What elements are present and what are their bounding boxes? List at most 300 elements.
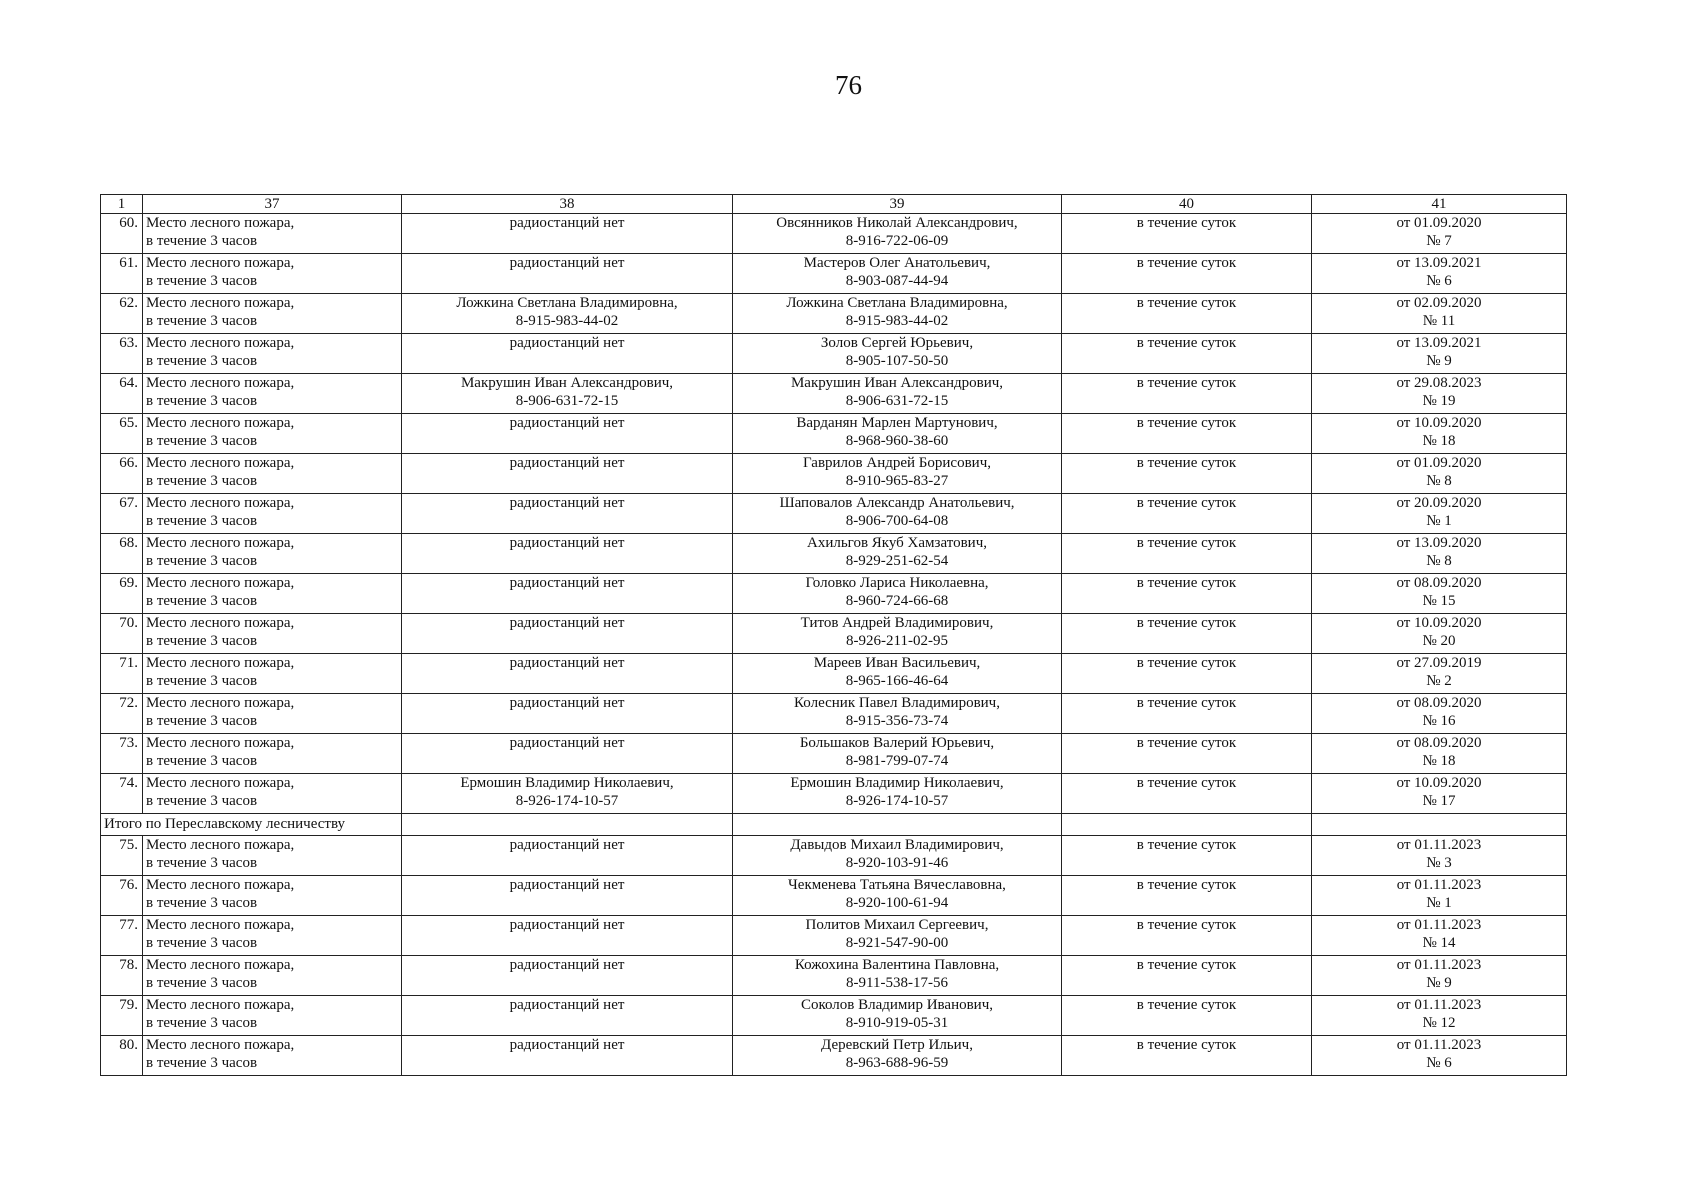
- cell-line-2: 8-903-087-44-94: [845, 273, 949, 289]
- radio-station-cell: [402, 614, 733, 654]
- radio-station-cell: [402, 494, 733, 534]
- fire-location-cell: [143, 916, 402, 956]
- report-deadline-cell: [1062, 836, 1312, 876]
- cell-line-1: в течение суток: [1136, 375, 1237, 391]
- cell-line-1: от 20.09.2020: [1396, 495, 1482, 511]
- table-row: [101, 734, 1567, 774]
- cell-line-2: в течение 3 часов: [146, 753, 258, 769]
- table-row: [101, 694, 1567, 734]
- radio-station-cell: [402, 214, 733, 254]
- cell-line-2: в течение 3 часов: [146, 855, 258, 871]
- cell-line-1: от 01.11.2023: [1396, 1037, 1482, 1053]
- cell-line-1: в течение суток: [1136, 615, 1237, 631]
- responsible-person-cell: [733, 574, 1062, 614]
- report-deadline-cell: [1062, 916, 1312, 956]
- cell-line-1: Место лесного пожара,: [146, 215, 295, 231]
- page-number: 76: [835, 70, 862, 100]
- cell-line-1: радиостанций нет: [509, 1037, 625, 1053]
- table-row: [101, 294, 1567, 334]
- cell-line-1: Золов Сергей Юрьевич,: [820, 335, 974, 351]
- cell-line-1: Место лесного пожара,: [146, 335, 295, 351]
- table-row: [101, 916, 1567, 956]
- cell-line-1: Ложкина Светлана Владимировна,: [786, 295, 1008, 311]
- cell-line-1: от 29.08.2023: [1396, 375, 1482, 391]
- agreement-date-cell: [1312, 774, 1567, 814]
- fire-location-cell: [143, 534, 402, 574]
- cell-line-1: радиостанций нет: [509, 997, 625, 1013]
- cell-line-2: 8-910-919-05-31: [845, 1015, 949, 1031]
- fire-location-cell: [143, 956, 402, 996]
- responsible-person-cell: [733, 774, 1062, 814]
- agreement-date-cell: [1312, 374, 1567, 414]
- agreement-date-cell: [1312, 734, 1567, 774]
- subtotal-label: Итого по Переславскому лесничеству: [101, 814, 402, 836]
- agreement-date-cell: [1312, 214, 1567, 254]
- column-header: 41: [1312, 195, 1567, 214]
- cell-line-1: Место лесного пожара,: [146, 575, 295, 591]
- agreement-date-cell: [1312, 414, 1567, 454]
- fire-location-cell: [143, 454, 402, 494]
- cell-line-2: № 12: [1422, 1015, 1456, 1031]
- cell-line-1: в течение суток: [1136, 495, 1237, 511]
- cell-line-1: Место лесного пожара,: [146, 615, 295, 631]
- radio-station-cell: [402, 734, 733, 774]
- row-number: 75.: [101, 836, 143, 876]
- cell-line-2: 8-906-631-72-15: [845, 393, 949, 409]
- column-header: 37: [143, 195, 402, 214]
- cell-line-1: Гаврилов Андрей Борисович,: [802, 455, 991, 471]
- cell-line-2: 8-968-960-38-60: [845, 433, 949, 449]
- cell-line-1: Овсянников Николай Александрович,: [776, 215, 1018, 231]
- table-row: [101, 996, 1567, 1036]
- cell-line-2: № 14: [1422, 935, 1456, 951]
- agreement-date-cell: [1312, 654, 1567, 694]
- table-row: [101, 254, 1567, 294]
- responsible-person-cell: [733, 694, 1062, 734]
- cell-line-1: Макрушин Иван Александрович,: [790, 375, 1004, 391]
- cell-line-1: радиостанций нет: [509, 335, 625, 351]
- table-row: [101, 494, 1567, 534]
- table-row: [101, 654, 1567, 694]
- report-deadline-cell: [1062, 1036, 1312, 1076]
- cell-line-1: Место лесного пожара,: [146, 695, 295, 711]
- cell-line-1: Кожохина Валентина Павловна,: [794, 957, 1000, 973]
- cell-line-2: № 7: [1426, 233, 1452, 249]
- responsible-person-cell: [733, 254, 1062, 294]
- report-deadline-cell: [1062, 654, 1312, 694]
- row-number: 61.: [101, 254, 143, 294]
- fire-location-cell: [143, 996, 402, 1036]
- cell-line-1: в течение суток: [1136, 957, 1237, 973]
- cell-line-1: радиостанций нет: [509, 917, 625, 933]
- table-row: [101, 574, 1567, 614]
- responsible-person-cell: [733, 956, 1062, 996]
- report-deadline-cell: [1062, 534, 1312, 574]
- cell-line-1: от 01.11.2023: [1396, 917, 1482, 933]
- report-deadline-cell: [1062, 214, 1312, 254]
- cell-line-1: Место лесного пожара,: [146, 735, 295, 751]
- cell-line-1: Место лесного пожара,: [146, 495, 295, 511]
- cell-line-2: № 11: [1422, 313, 1456, 329]
- cell-line-1: Давыдов Михаил Владимирович,: [790, 837, 1004, 853]
- responsible-person-cell: [733, 1036, 1062, 1076]
- cell-line-1: радиостанций нет: [509, 495, 625, 511]
- responsible-person-cell: [733, 916, 1062, 956]
- radio-station-cell: [402, 916, 733, 956]
- cell-line-1: радиостанций нет: [509, 655, 625, 671]
- cell-line-1: от 01.11.2023: [1396, 877, 1482, 893]
- row-number: 78.: [101, 956, 143, 996]
- cell-line-1: Место лесного пожара,: [146, 295, 295, 311]
- responsible-person-cell: [733, 654, 1062, 694]
- radio-station-cell: [402, 294, 733, 334]
- cell-line-2: № 19: [1422, 393, 1456, 409]
- cell-line-2: в течение 3 часов: [146, 673, 258, 689]
- cell-line-1: Шаповалов Александр Анатольевич,: [779, 495, 1015, 511]
- table-row: [101, 534, 1567, 574]
- cell-line-1: радиостанций нет: [509, 837, 625, 853]
- radio-station-cell: [402, 574, 733, 614]
- radio-station-cell: [402, 956, 733, 996]
- cell-line-2: в течение 3 часов: [146, 1015, 258, 1031]
- radio-station-cell: [402, 374, 733, 414]
- table-row: [101, 454, 1567, 494]
- row-number: 72.: [101, 694, 143, 734]
- column-number-row: [101, 195, 1567, 214]
- cell-line-1: в течение суток: [1136, 695, 1237, 711]
- report-deadline-cell: [1062, 574, 1312, 614]
- cell-line-1: в течение суток: [1136, 877, 1237, 893]
- row-number: 79.: [101, 996, 143, 1036]
- responsible-person-cell: [733, 876, 1062, 916]
- cell-line-1: в течение суток: [1136, 917, 1237, 933]
- report-deadline-cell: [1062, 494, 1312, 534]
- radio-station-cell: [402, 1036, 733, 1076]
- cell-line-2: № 6: [1426, 1055, 1452, 1071]
- cell-line-1: Место лесного пожара,: [146, 255, 295, 271]
- cell-line-1: радиостанций нет: [509, 215, 625, 231]
- cell-line-2: № 9: [1426, 353, 1452, 369]
- empty-cell: [733, 814, 1062, 836]
- report-deadline-cell: [1062, 454, 1312, 494]
- radio-station-cell: [402, 534, 733, 574]
- cell-line-1: Чекменева Татьяна Вячеславовна,: [788, 877, 1006, 893]
- responsible-person-cell: [733, 334, 1062, 374]
- cell-line-2: в течение 3 часов: [146, 233, 258, 249]
- report-deadline-cell: [1062, 694, 1312, 734]
- cell-line-1: Колесник Павел Владимирович,: [794, 695, 1000, 711]
- cell-line-2: № 1: [1426, 513, 1452, 529]
- cell-line-2: 8-963-688-96-59: [845, 1055, 949, 1071]
- radio-station-cell: [402, 254, 733, 294]
- cell-line-2: 8-926-211-02-95: [846, 633, 948, 649]
- fire-location-cell: [143, 836, 402, 876]
- cell-line-1: в течение суток: [1136, 455, 1237, 471]
- cell-line-2: 8-906-631-72-15: [515, 393, 619, 409]
- cell-line-1: Место лесного пожара,: [146, 655, 295, 671]
- cell-line-2: № 20: [1422, 633, 1456, 649]
- cell-line-1: от 13.09.2021: [1396, 255, 1482, 271]
- table-row: [101, 774, 1567, 814]
- fire-location-cell: [143, 614, 402, 654]
- cell-line-1: в течение суток: [1136, 775, 1237, 791]
- column-header: 39: [733, 195, 1062, 214]
- cell-line-1: от 08.09.2020: [1396, 735, 1482, 751]
- row-number: 63.: [101, 334, 143, 374]
- report-deadline-cell: [1062, 254, 1312, 294]
- report-deadline-cell: [1062, 734, 1312, 774]
- cell-line-1: Соколов Владимир Иванович,: [800, 997, 994, 1013]
- fire-location-cell: [143, 334, 402, 374]
- table-row: [101, 334, 1567, 374]
- row-number: 69.: [101, 574, 143, 614]
- cell-line-2: № 16: [1422, 713, 1456, 729]
- cell-line-1: от 10.09.2020: [1396, 615, 1482, 631]
- cell-line-1: Мастеров Олег Анатольевич,: [803, 255, 991, 271]
- report-deadline-cell: [1062, 956, 1312, 996]
- cell-line-1: Ермошин Владимир Николаевич,: [790, 775, 1004, 791]
- cell-line-2: 8-926-174-10-57: [845, 793, 949, 809]
- cell-line-2: № 17: [1422, 793, 1456, 809]
- cell-line-1: в течение суток: [1136, 837, 1237, 853]
- fire-location-cell: [143, 1036, 402, 1076]
- cell-line-1: Ложкина Светлана Владимировна,: [456, 295, 678, 311]
- agreement-date-cell: [1312, 534, 1567, 574]
- cell-line-2: в течение 3 часов: [146, 273, 258, 289]
- cell-line-1: от 10.09.2020: [1396, 415, 1482, 431]
- cell-line-2: в течение 3 часов: [146, 473, 258, 489]
- cell-line-2: № 8: [1426, 553, 1452, 569]
- cell-line-2: № 9: [1426, 975, 1452, 991]
- agreement-date-cell: [1312, 876, 1567, 916]
- report-deadline-cell: [1062, 996, 1312, 1036]
- agreement-date-cell: [1312, 254, 1567, 294]
- cell-line-1: Место лесного пожара,: [146, 837, 295, 853]
- cell-line-2: 8-906-700-64-08: [845, 513, 949, 529]
- cell-line-1: в течение суток: [1136, 1037, 1237, 1053]
- cell-line-2: в течение 3 часов: [146, 513, 258, 529]
- cell-line-1: в течение суток: [1136, 415, 1237, 431]
- cell-line-1: радиостанций нет: [509, 455, 625, 471]
- cell-line-2: в течение 3 часов: [146, 313, 258, 329]
- agreement-date-cell: [1312, 294, 1567, 334]
- cell-line-1: Макрушин Иван Александрович,: [460, 375, 674, 391]
- cell-line-1: от 27.09.2019: [1396, 655, 1482, 671]
- row-number: 60.: [101, 214, 143, 254]
- cell-line-1: в течение суток: [1136, 295, 1237, 311]
- table-row: [101, 614, 1567, 654]
- cell-line-1: в течение суток: [1136, 997, 1237, 1013]
- fire-location-cell: [143, 654, 402, 694]
- cell-line-1: от 01.09.2020: [1396, 215, 1482, 231]
- agreement-date-cell: [1312, 614, 1567, 654]
- agreement-date-cell: [1312, 574, 1567, 614]
- cell-line-1: от 01.11.2023: [1396, 997, 1482, 1013]
- cell-line-2: 8-921-547-90-00: [845, 935, 949, 951]
- agreement-date-cell: [1312, 916, 1567, 956]
- subtotal-row: [101, 814, 1567, 836]
- radio-station-cell: [402, 996, 733, 1036]
- cell-line-2: 8-929-251-62-54: [845, 553, 949, 569]
- radio-station-cell: [402, 876, 733, 916]
- agreement-date-cell: [1312, 454, 1567, 494]
- cell-line-1: радиостанций нет: [509, 695, 625, 711]
- cell-line-1: в течение суток: [1136, 255, 1237, 271]
- cell-line-1: Место лесного пожара,: [146, 535, 295, 551]
- fire-location-cell: [143, 574, 402, 614]
- fire-location-cell: [143, 494, 402, 534]
- cell-line-2: № 3: [1426, 855, 1452, 871]
- cell-line-1: Ахильгов Якуб Хамзатович,: [807, 535, 987, 551]
- agreement-date-cell: [1312, 494, 1567, 534]
- column-header: 38: [402, 195, 733, 214]
- fire-location-cell: [143, 774, 402, 814]
- cell-line-2: в течение 3 часов: [146, 353, 258, 369]
- cell-line-2: 8-960-724-66-68: [845, 593, 949, 609]
- agreement-date-cell: [1312, 334, 1567, 374]
- cell-line-2: в течение 3 часов: [146, 895, 258, 911]
- cell-line-2: 8-920-100-61-94: [845, 895, 949, 911]
- cell-line-2: № 1: [1426, 895, 1452, 911]
- radio-station-cell: [402, 334, 733, 374]
- fire-location-cell: [143, 694, 402, 734]
- cell-line-2: 8-911-538-17-56: [846, 975, 948, 991]
- fire-location-cell: [143, 734, 402, 774]
- cell-line-1: от 13.09.2021: [1396, 335, 1482, 351]
- fire-location-cell: [143, 876, 402, 916]
- radio-station-cell: [402, 774, 733, 814]
- fire-location-cell: [143, 374, 402, 414]
- report-deadline-cell: [1062, 774, 1312, 814]
- cell-line-1: радиостанций нет: [509, 535, 625, 551]
- responsible-person-cell: [733, 836, 1062, 876]
- cell-line-2: 8-916-722-06-09: [845, 233, 949, 249]
- row-number: 71.: [101, 654, 143, 694]
- fire-location-cell: [143, 414, 402, 454]
- cell-line-1: радиостанций нет: [509, 615, 625, 631]
- report-deadline-cell: [1062, 614, 1312, 654]
- row-number: 66.: [101, 454, 143, 494]
- cell-line-1: Место лесного пожара,: [146, 1037, 295, 1053]
- cell-line-1: Деревский Петр Ильич,: [821, 1037, 973, 1053]
- radio-station-cell: [402, 654, 733, 694]
- fire-location-cell: [143, 254, 402, 294]
- cell-line-2: в течение 3 часов: [146, 593, 258, 609]
- cell-line-1: радиостанций нет: [509, 255, 625, 271]
- cell-line-1: Место лесного пожара,: [146, 415, 295, 431]
- cell-line-1: в течение суток: [1136, 575, 1237, 591]
- report-deadline-cell: [1062, 876, 1312, 916]
- cell-line-2: 8-915-356-73-74: [845, 713, 949, 729]
- row-number: 64.: [101, 374, 143, 414]
- table-row: [101, 414, 1567, 454]
- cell-line-2: № 8: [1426, 473, 1452, 489]
- table-row: [101, 214, 1567, 254]
- cell-line-2: в течение 3 часов: [146, 713, 258, 729]
- cell-line-1: Место лесного пожара,: [146, 957, 295, 973]
- cell-line-1: в течение суток: [1136, 735, 1237, 751]
- cell-line-1: радиостанций нет: [509, 877, 625, 893]
- report-deadline-cell: [1062, 374, 1312, 414]
- cell-line-1: в течение суток: [1136, 655, 1237, 671]
- fire-location-cell: [143, 214, 402, 254]
- row-number: 70.: [101, 614, 143, 654]
- row-number: 62.: [101, 294, 143, 334]
- table-row: [101, 836, 1567, 876]
- cell-line-1: от 02.09.2020: [1396, 295, 1482, 311]
- agreement-date-cell: [1312, 1036, 1567, 1076]
- table-row: [101, 374, 1567, 414]
- cell-line-2: 8-981-799-07-74: [845, 753, 949, 769]
- cell-line-2: 8-920-103-91-46: [845, 855, 949, 871]
- cell-line-1: Головко Лариса Николаевна,: [805, 575, 989, 591]
- cell-line-2: в течение 3 часов: [146, 793, 258, 809]
- radio-station-cell: [402, 414, 733, 454]
- responsible-person-cell: [733, 414, 1062, 454]
- responsible-person-cell: [733, 214, 1062, 254]
- cell-line-1: Место лесного пожара,: [146, 877, 295, 893]
- cell-line-1: Варданян Марлен Мартунович,: [796, 415, 998, 431]
- empty-cell: [402, 814, 733, 836]
- cell-line-2: № 18: [1422, 433, 1456, 449]
- cell-line-2: № 15: [1422, 593, 1456, 609]
- cell-line-2: 8-915-983-44-02: [515, 313, 619, 329]
- row-number: 76.: [101, 876, 143, 916]
- cell-line-2: в течение 3 часов: [146, 935, 258, 951]
- cell-line-2: 8-910-965-83-27: [845, 473, 949, 489]
- cell-line-2: в течение 3 часов: [146, 633, 258, 649]
- row-number: 65.: [101, 414, 143, 454]
- cell-line-1: радиостанций нет: [509, 957, 625, 973]
- cell-line-1: Ермошин Владимир Николаевич,: [460, 775, 674, 791]
- cell-line-2: № 18: [1422, 753, 1456, 769]
- cell-line-1: радиостанций нет: [509, 415, 625, 431]
- table-row: [101, 956, 1567, 996]
- cell-line-1: от 01.11.2023: [1396, 837, 1482, 853]
- cell-line-1: Мареев Иван Васильевич,: [813, 655, 981, 671]
- agreement-date-cell: [1312, 694, 1567, 734]
- cell-line-1: от 01.11.2023: [1396, 957, 1482, 973]
- cell-line-2: № 6: [1426, 273, 1452, 289]
- row-number: 68.: [101, 534, 143, 574]
- data-table: [100, 194, 1567, 1076]
- responsible-person-cell: [733, 494, 1062, 534]
- radio-station-cell: [402, 836, 733, 876]
- column-header: 1: [101, 195, 143, 214]
- cell-line-1: от 08.09.2020: [1396, 575, 1482, 591]
- cell-line-2: 8-965-166-46-64: [845, 673, 949, 689]
- cell-line-1: в течение суток: [1136, 335, 1237, 351]
- cell-line-2: в течение 3 часов: [146, 1055, 258, 1071]
- cell-line-1: Место лесного пожара,: [146, 375, 295, 391]
- cell-line-2: в течение 3 часов: [146, 975, 258, 991]
- row-number: 73.: [101, 734, 143, 774]
- empty-cell: [1062, 814, 1312, 836]
- responsible-person-cell: [733, 734, 1062, 774]
- responsible-person-cell: [733, 294, 1062, 334]
- cell-line-2: 8-905-107-50-50: [845, 353, 949, 369]
- agreement-date-cell: [1312, 956, 1567, 996]
- column-header: 40: [1062, 195, 1312, 214]
- cell-line-2: 8-915-983-44-02: [845, 313, 949, 329]
- agreement-date-cell: [1312, 836, 1567, 876]
- empty-cell: [1312, 814, 1567, 836]
- cell-line-2: в течение 3 часов: [146, 553, 258, 569]
- cell-line-1: радиостанций нет: [509, 575, 625, 591]
- cell-line-2: № 2: [1426, 673, 1452, 689]
- cell-line-1: от 08.09.2020: [1396, 695, 1482, 711]
- cell-line-1: Большаков Валерий Юрьевич,: [799, 735, 995, 751]
